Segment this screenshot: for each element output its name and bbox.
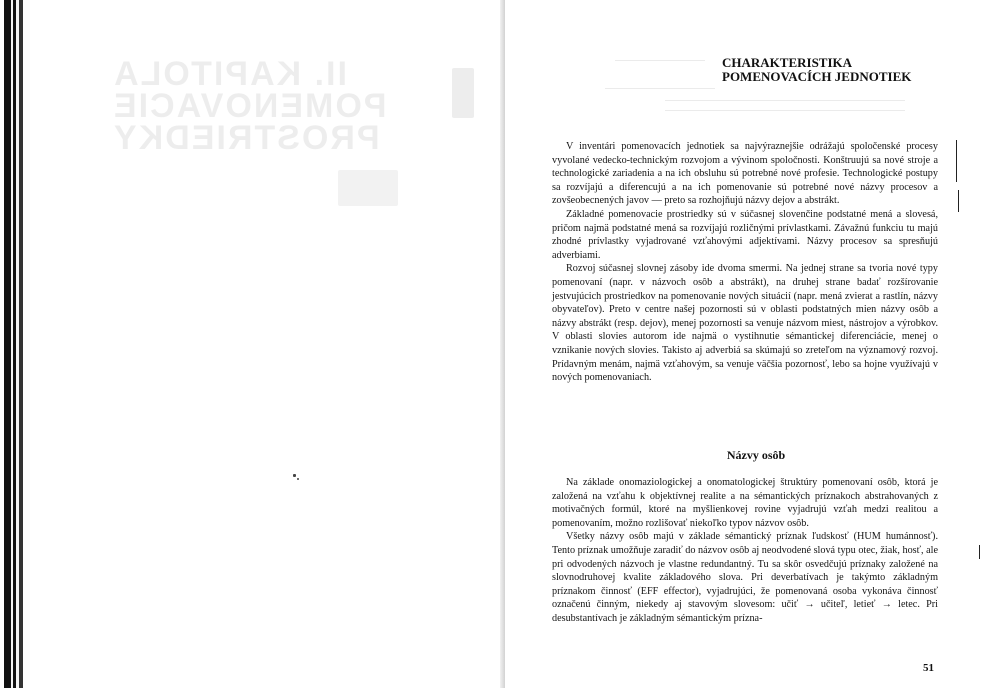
margin-pencil-mark [979, 545, 980, 559]
chapter-title-line: CHARAKTERISTIKA [722, 55, 853, 70]
paragraph: Na základe onomaziologickej a onomatologickej štruktúry pomenovaní osôb, ktorá je založená na vzťahu k objektívnej realite a na sémantických príznakoch abstrahovaných z motivačných formúl, ktoré na myšlienkovej rovine vyjadrujú vzťah medzi realitou a pomenovaním, možno rozlišovať niekoľko typov názvov osôb. [552, 477, 938, 529]
margin-pencil-mark [958, 190, 959, 212]
paragraph: Základné pomenovacie prostriedky sú v súčasnej slovenčine podstatné mená a slovesá, pričom najmä podstatné mená sa rozvíjajú rozličnými prívlastkami. Závažnú funkciu tu majú zhodné prívlastky vyjadrované vzťahovými adjektívami. Názvy procesov sa spresňujú adverbiami. [552, 208, 938, 261]
right-page [505, 0, 1000, 688]
page-number: 51 [923, 662, 934, 674]
show-through-block [338, 170, 398, 206]
show-through-mark [452, 68, 474, 118]
chapter-title [722, 56, 972, 84]
ink-speck [297, 478, 299, 480]
paragraph: Všetky názvy osôb majú v základe sémantický príznak ľudskosť (HUM humánnosť). Tento príznak umožňuje zaradiť do názvov osôb aj neodvodené slová typu otec, žiak, hosť, ale pri odvodených názvoch je vlastne redundantný. Tu sa skôr osvedčujú príznaky založené na slovnodruhovej kvalite základového slova. Pri deverbatívach je takýmto základným príznakom činnosť (EFF effector), vyjadrujúci, že pomenovaná osoba vykonáva činnosť označenú činným, niekedy aj stavovým slovesom: učiť → učiteľ, letieť → letec. Pri desubstantívach je základným sémantickým prízna- [552, 531, 938, 624]
paragraph: V inventári pomenovacích jednotiek sa najvýraznejšie odrážajú spoločenské procesy vyvolané vedecko-technickým rozvojom a vývinom spoločnosti. Konštruujú sa nové stroje a technologické zariadenia a na ich obsluhu sú potrebné nové profesie. Technologické postupy sa rozvíjajú a diferencujú a na ich pomenovanie sú potrebné nové názvy procesov a zovšeobecnených javov — preto sa rozhojňujú názvy dejov a abstrákt. [552, 141, 938, 207]
show-through-heading: II. KAPITOLA POMENOVACIE PROSTRIEDKY [112, 55, 387, 157]
section-text [552, 476, 938, 626]
intro-text [552, 140, 938, 385]
margin-pencil-mark [956, 140, 957, 182]
section-heading: Názvy osôb [726, 448, 786, 462]
binding-shadow [19, 0, 23, 688]
ink-speck [293, 474, 296, 477]
paragraph: Rozvoj súčasnej slovnej zásoby ide dvoma smermi. Na jednej strane sa tvoria nové typy pomenovaní (napr. v názvoch osôb a abstrákt), na druhej strane badať rozšírovanie jestvujúcich prostriedkov na pomenovanie nových situácií (napr. mená zvierat a rastlín, názvy obyvateľov). Preto v centre našej pozornosti sú v oblasti podstatných mien názvy osôb a názvy abstrákt (resp. dejov), menej pozornosti sa venuje názvom miest, nástrojov a výrobkov. V oblasti slovies autorom ide najmä o vystihnutie sémantickej diferenciácie, menej o vznikanie nových slovies. Takisto aj adverbiá sa skúmajú so zreteľom na významový rozvoj. Prídavným menám, najmä vzťahovým, sa venuje väčšia pozornosť, lebo sa hojne využívajú v nových pomenovaniach. [552, 263, 938, 384]
show-through-line [665, 110, 905, 111]
binding-edge [4, 0, 11, 688]
show-through-line [605, 88, 715, 89]
chapter-title-line: POMENOVACÍCH JEDNOTIEK [722, 69, 912, 84]
show-through-line [615, 60, 705, 61]
show-through-line [665, 100, 905, 101]
